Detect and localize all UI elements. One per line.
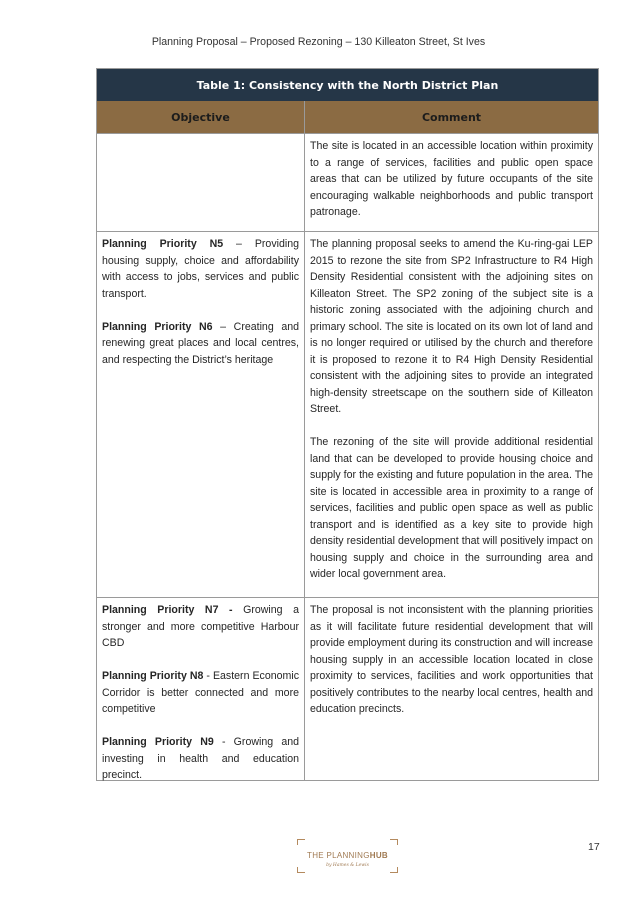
comment-cell xyxy=(305,134,598,231)
priority-label: Planning Priority N7 - xyxy=(102,604,233,616)
comment-cell xyxy=(305,232,598,597)
logo-text-bold: HUB xyxy=(369,851,388,860)
objective-paragraph xyxy=(102,668,299,718)
consistency-table xyxy=(96,68,599,781)
logo-corner xyxy=(390,839,398,845)
comment-paragraph: The site is located in an accessible location within proximity to a range of services, facilities and public open space areas that can be utilized by future occupants of the site encouraging walkable neighborhoods and public transport patronage. xyxy=(310,140,593,218)
table-row xyxy=(97,231,598,597)
objective-paragraph xyxy=(102,319,299,369)
logo-text-regular: THE PLANNING xyxy=(307,851,370,860)
objective-cell xyxy=(97,134,305,231)
priority-text: – Providing housing supply, choice and affordability with access to jobs, services and public transport. xyxy=(102,238,299,300)
priority-text: - Growing and investing in health and education precinct. xyxy=(102,736,300,781)
logo-tagline: by Hames & Lewis xyxy=(326,863,369,868)
priority-label: Planning Priority N8 xyxy=(102,670,204,682)
priority-label: Planning Priority N5 xyxy=(102,238,224,250)
table-title: Table 1: Consistency with the North District Plan xyxy=(97,69,598,101)
comment-paragraph: The rezoning of the site will provide additional residential land that can be developed to provide housing choice and supply for the existing and future population in the area. The site is located in accessible area in proximity to a range of services, facilities and public open space as well as public transport and is identified as a key site to provide high density residential development that will positively impact on housing supply and choice in the surrounding area and wider local government area. xyxy=(310,436,593,580)
comment-cell xyxy=(305,598,598,780)
logo-wordmark xyxy=(297,851,398,860)
priority-text: - Eastern Economic Corridor is better connected and more competitive xyxy=(102,670,299,715)
table-row xyxy=(97,133,598,231)
objective-paragraph xyxy=(102,236,299,302)
page-number: 17 xyxy=(588,841,600,853)
comment-paragraph: The planning proposal seeks to amend the Ku-ring-gai LEP 2015 to rezone the site from SP2 Infrastructure to R4 High Density Residential consistent with the adjoining sites on Killeaton Street. The SP2 zoning of the subject site is a historic zoning associated with the adjoining church and primary school. The site is located on its own lot of land and is no longer required or utilised by the church and therefore it is proposed to rezone it to R4 High Density Residential consistent with the adjoining sites to provide an integrated high-density streetscape on the southern side of Killeaton Street. xyxy=(310,238,593,415)
objective-paragraph xyxy=(102,734,299,784)
logo-corner xyxy=(297,839,305,845)
header-comment: Comment xyxy=(421,110,482,124)
objective-paragraph xyxy=(102,602,299,652)
planning-hub-logo xyxy=(297,839,398,873)
header-objective: Objective xyxy=(97,101,305,133)
priority-label: Planning Priority N9 xyxy=(102,736,214,748)
table-header-row xyxy=(97,101,598,133)
comment-paragraph: The proposal is not inconsistent with the planning priorities as it will facilitate future residential development that will provide employment during its construction and will increase housing supply in an accessible location located in close proximity to services, facilities and work opportunities that positively contributes to the nearby local centres, health and education precincts. xyxy=(310,604,593,715)
running-header: Planning Proposal – Proposed Rezoning – 130 Killeaton Street, St Ives xyxy=(151,36,486,48)
priority-label: Planning Priority N6 xyxy=(102,320,213,333)
objective-cell xyxy=(97,598,305,780)
priority-text: Growing a stronger and more competitive Harbour CBD xyxy=(102,604,299,649)
priority-text: – Creating and renewing great places and local centres, and respecting the District’s heritage xyxy=(102,320,299,366)
objective-cell xyxy=(97,232,305,597)
table-row xyxy=(97,597,598,780)
